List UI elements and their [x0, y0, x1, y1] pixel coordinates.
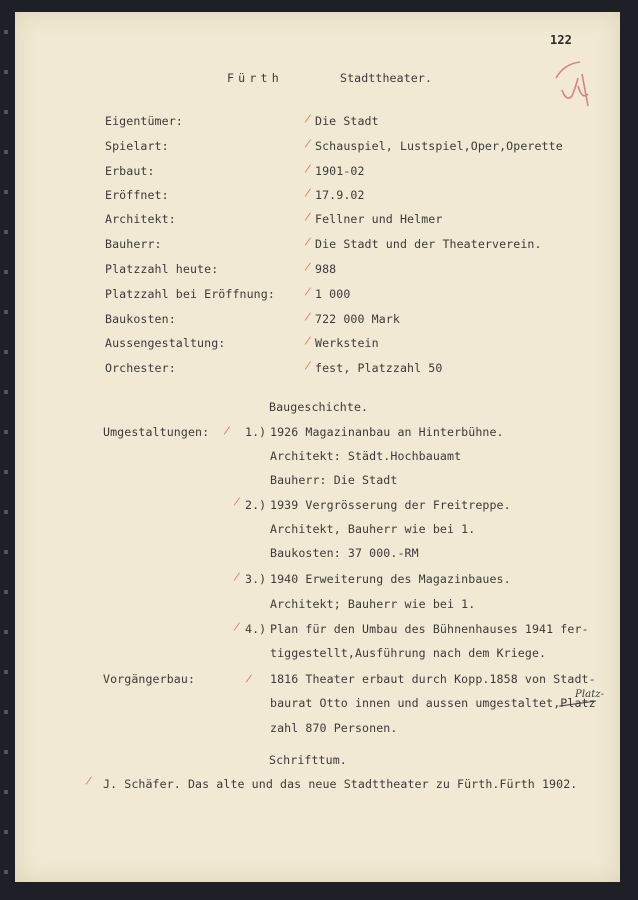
history-item-number: 4.)	[245, 622, 267, 636]
history-item-number: 2.)	[245, 498, 267, 512]
field-value-platzzahl-heute: 988	[315, 262, 337, 276]
history-item-line: Bauherr: Die Stadt	[270, 473, 398, 487]
field-label-platzzahl-eroeffnung: Platzzahl bei Eröffnung:	[105, 287, 275, 301]
history-item-line: 1939 Vergrösserung der Freitreppe.	[270, 498, 511, 512]
check-mark-icon: /	[85, 773, 93, 788]
check-mark-icon: /	[304, 161, 312, 176]
check-mark-icon: /	[304, 284, 312, 299]
predecessor-line-3: zahl 870 Personen.	[270, 721, 398, 735]
check-mark-icon: /	[304, 358, 312, 373]
handwritten-mark-icon	[552, 56, 600, 114]
field-label-aussengestaltung: Aussengestaltung:	[105, 336, 226, 350]
history-item-line: Architekt: Städt.Hochbauamt	[270, 449, 462, 463]
field-label-spielart: Spielart:	[105, 139, 169, 153]
field-value-orchester: fest, Platzzahl 50	[315, 361, 443, 375]
check-mark-icon: /	[223, 423, 231, 438]
check-mark-icon: /	[304, 234, 312, 249]
field-label-platzzahl-heute: Platzzahl heute:	[105, 262, 219, 276]
field-value-aussengestaltung: Werkstein	[315, 336, 379, 350]
punch-holes	[0, 0, 12, 900]
field-value-platzzahl-eroeffnung: 1 000	[315, 287, 351, 301]
field-label-erbaut: Erbaut:	[105, 164, 155, 178]
check-mark-icon: /	[233, 494, 241, 509]
field-value-spielart: Schauspiel, Lustspiel,Oper,Operette	[315, 139, 563, 153]
document-page	[15, 12, 620, 882]
field-value-baukosten: 722 000 Mark	[315, 312, 400, 326]
field-label-eigentuemer: Eigentümer:	[105, 114, 183, 128]
history-item-line: Plan für den Umbau des Bühnenhauses 1941 fer-	[270, 622, 589, 636]
check-mark-icon: /	[304, 185, 312, 200]
check-mark-icon: /	[304, 309, 312, 324]
field-label-orchester: Orchester:	[105, 361, 176, 375]
history-item-line: 1940 Erweiterung des Magazinbaues.	[270, 572, 511, 586]
field-label-baukosten: Baukosten:	[105, 312, 176, 326]
history-item-line: 1926 Magazinanbau an Hinterbühne.	[270, 425, 504, 439]
check-mark-icon: /	[233, 569, 241, 584]
predecessor-line-1: 1816 Theater erbaut durch Kopp.1858 von Stadt-	[270, 672, 596, 686]
field-value-erbaut: 1901-02	[315, 164, 365, 178]
check-mark-icon: /	[304, 333, 312, 348]
history-item-line: Architekt, Bauherr wie bei 1.	[270, 522, 476, 536]
field-label-eroeffnet: Eröffnet:	[105, 188, 169, 202]
history-label: Umgestaltungen:	[103, 425, 210, 439]
field-value-eigentuemer: Die Stadt	[315, 114, 379, 128]
section-heading-schrifttum: Schrifttum.	[269, 753, 347, 767]
history-item-line: tiggestellt,Ausführung nach dem Kriege.	[270, 646, 547, 660]
title-subject: Stadttheater.	[340, 71, 433, 85]
field-value-bauherr: Die Stadt und der Theaterverein.	[315, 237, 542, 251]
check-mark-icon: /	[245, 671, 253, 686]
handwritten-correction: Platz-	[575, 689, 605, 700]
predecessor-line-2-text: baurat Otto innen und aussen umgestaltet,	[270, 696, 561, 710]
check-mark-icon: /	[304, 136, 312, 151]
predecessor-line-2	[270, 696, 596, 710]
check-mark-icon: /	[233, 619, 241, 634]
literature-entry: J. Schäfer. Das alte und das neue Stadttheater zu Fürth.Fürth 1902.	[103, 777, 578, 791]
title-city: Fürth	[227, 71, 283, 85]
struck-text: Platz	[560, 696, 596, 710]
predecessor-label: Vorgängerbau:	[103, 672, 196, 686]
history-item-line: Architekt; Bauherr wie bei 1.	[270, 597, 476, 611]
check-mark-icon: /	[304, 111, 312, 126]
page-number: 122	[550, 33, 572, 47]
check-mark-icon: /	[304, 259, 312, 274]
history-item-number: 3.)	[245, 572, 267, 586]
field-label-architekt: Architekt:	[105, 212, 176, 226]
section-heading-baugeschichte: Baugeschichte.	[269, 400, 369, 414]
field-value-architekt: Fellner und Helmer	[315, 212, 443, 226]
history-item-number: 1.)	[245, 425, 267, 439]
field-label-bauherr: Bauherr:	[105, 237, 162, 251]
history-item-line: Baukosten: 37 000.-RM	[270, 546, 419, 560]
field-value-eroeffnet: 17.9.02	[315, 188, 365, 202]
check-mark-icon: /	[304, 209, 312, 224]
